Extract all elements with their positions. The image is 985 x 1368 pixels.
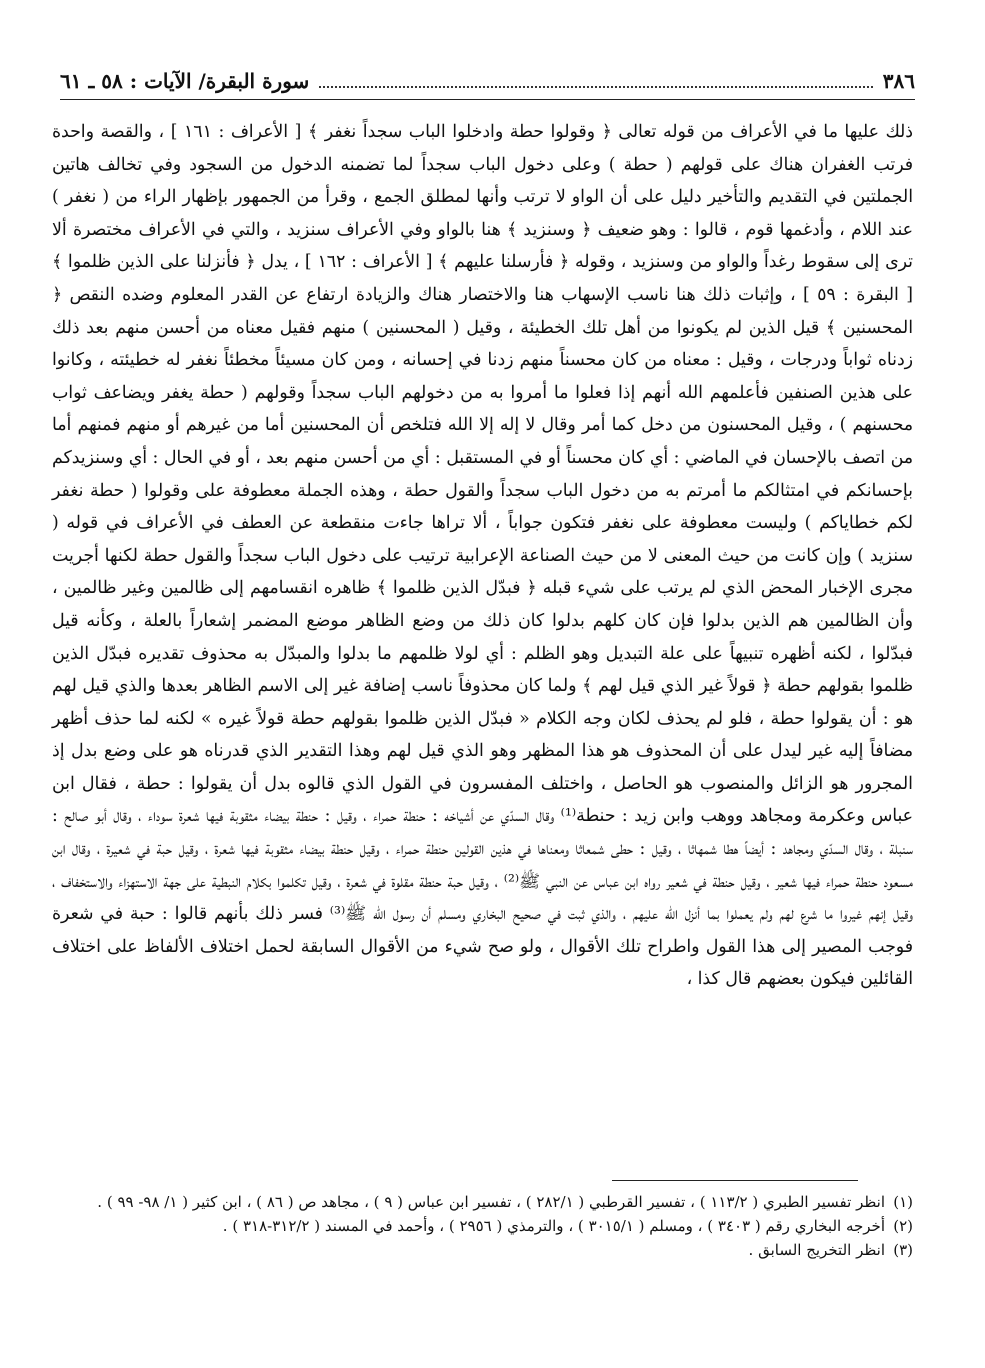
footnote-text: أخرجه البخاري رقم ( ٣٤٠٣ ) ، ومسلم ( ٣٠١٥/١ ) ، والترمذي ( ٢٩٥٦ ) ، وأحمد في المسند ( ٣١٢/٢-٣١٨ ) .: [222, 1217, 885, 1235]
header-dot-leader: [319, 74, 872, 88]
header-rule: [60, 99, 915, 100]
footnote-text: انظر التخريج السابق .: [748, 1241, 885, 1259]
main-text: [52, 116, 913, 996]
page-number: ٣٨٦: [882, 69, 915, 93]
body-paragraph: ذلك عليها ما في الأعراف من قوله تعالى ﴿ وقولوا حطة وادخلوا الباب سجداً نغفر ﴾ [ الأعراف : ١٦١ ] ، والقصة واحدة فرتب الغفران هناك على قولهم ( حطة ) وعلى دخول الباب سجداً لما تضمنه الدخول من السجود وفي تخالف هاتين الجملتين في التقديم والتأخير دليل على أن الواو لا ترتب وأنها لمطلق الجمع ، وقرأ من الجمهور بإظهار الراء من ( نغفر ) عند اللام ، وأدغمها قوم ، قالوا : وهو ضعيف ﴿ وسنزيد ﴾ هنا بالواو وفي الأعراف سنزيد ، والتي في الأعراف مختصرة ألا ترى إلى سقوط رغداً والواو من وسنزيد ، وقوله ﴿ فأرسلنا عليهم ﴾ [ الأعراف : ١٦٢ ] ، يدل ﴿ فأنزلنا على الذين ظلموا ﴾ [ البقرة : ٥٩ ] ، وإثبات ذلك هنا ناسب الإسهاب هنا والاختصار هناك والزيادة ارتفاع عن القدر المعلوم وضده النقص ﴿ المحسنين ﴾ قيل الذين لم يكونوا من أهل تلك الخطيئة ، وقيل ( المحسنين ) منهم فقيل معناه من أحسن منهم بعد ذلك زدناه ثواباً ودرجات ، وقيل : معناه من كان محسناً منهم زدنا في إحسانه ، ومن كان مسيئاً مخطئاً نغفر له خطيئته ، وكانوا على هذين الصنفين فأعلمهم الله أنهم إذا فعلوا ما أمروا به من دخولهم الباب سجداً وقولهم ( حطة يغفر ويضاعف ثواب محسنهم ) ، وقيل المحسنون من دخل كما أمر وقال لا إله إلا الله فتلخص أن المحسنين أما من غيرهم أو منهم فمنهم أما من اتصف بالإحسان في الماضي : أي كان محسناً أو في المستقبل : أي من أحسن منهم بعد ، أو في الحال : أي وسنزيدكم بإحسانكم في امتثالكم ما أمرتم به من دخول الباب سجداً والقول حطة ، وهذه الجملة معطوفة على وقولوا ( حطة نغفر لكم خطاياكم ) وليست معطوفة على نغفر فتكون جواباً ، ألا تراها جاءت منقطعة عن العطف في الأعراف في قوله ( سنزيد ) وإن كانت من حيث المعنى لا من حيث الصناعة الإعرابية ترتيب على دخول الباب سجداً والقول حطة لكنها أجريت مجرى الإخبار المحض الذي لم يرتب على شيء قبله ﴿ فبدّل الذين ظلموا ﴾ ظاهره انقسامهم إلى ظالمين وغير ظالمين ، وأن الظالمين هم الذين بدلوا فإن كان كلهم بدلوا كان ذلك من وضع الظاهر موضع المضمر إشعاراً بالعلة ، وكأنه قيل فبدّلوا ، لكنه أظهره تنبيهاً على علة التبديل وهو الظلم : أي لولا ظلمهم ما بدلوا والمبدّل به محذوف تقديره فبدّل الذين ظلموا بقولهم حطة ﴿ قولاً غير الذي قيل لهم ﴾ ولما كان محذوفاً ناسب إضافة غير إلى الاسم الظاهر بعدها والذي قيل لهم هو : أن يقولوا حطة ، فلو لم يحذف لكان وجه الكلام « فبدّل الذين ظلموا بقولهم حطة قولاً غيره » لكنه لما حذف أظهر مضافاً إليه غير ليدل على أن المحذوف هو هذا المظهر وهو الذي قيل لهم وهذا التقدير الذي قدرناه هو على وضع بدل إذ المجرور هو الزائل والمنصوب هو الحاصل ، واختلف المفسرون في القول الذي قالوه بدل أن يقولوا : حطة ، فقال ابن عباس وعكرمة ومجاهد ووهب وابن زيد : حنطة⁽¹⁾ وقال السدّي عن أشياخه : حنطة حمراء ، وقيل : حنطة بيضاء مثقوبة فيها شعرة سوداء ، وقال أبو صالح : سنبلة ، وقال السدّي ومجاهد : أيضاً هطا شمهاثا ، وقيل : حطى شمعاثا ومعناها في هذين القولين حنطة حمراء ، وقيل حنطة بيضاء مثقوبة فيها شعرة ، وقيل حبة في شعيرة ، وقال ابن مسعود حنطة حمراء فيها شعير ، وقيل حنطة في شعير رواه ابن عباس عن النبي ﷺ⁽²⁾ ، وقيل حبة حنطة مقلوة في شعرة ، وقيل تكلموا بكلام النبطية على جهة الاستهزاء والاستخفاف ، وقيل إنهم غيروا ما شرع لهم ولم يعملوا بما أنزل الله عليهم ، والذي ثبت في صحيح البخاري ومسلم أن رسول الله ﷺ⁽³⁾ فسر ذلك بأنهم قالوا : حبة في شعرة فوجب المصير إلى هذا القول واطراح تلك الأقوال ، ولو صح شيء من الأقوال السابقة لحمل اختلاف الألفاظ على اختلاف القائلين فيكون بعضهم قال كذا ،: [52, 122, 913, 990]
footnote: [55, 1214, 913, 1238]
footnote-separator: [612, 1180, 858, 1181]
running-title: سورة البقرة/ الآيات : ٥٨ ـ ٦١: [60, 69, 310, 93]
footnote-number: (٣): [893, 1241, 913, 1259]
footnote-number: (٢): [893, 1217, 913, 1235]
footnote-text: انظر تفسير الطبري ( ١١٣/٢ ) ، تفسير القرطبي ( ٢٨٢/١ ) ، تفسير ابن عباس ( ٩ ) ، مجاهد ص ( ٨٦ ) ، ابن كثير ( ١/ ٩٨- ٩٩ ) .: [97, 1193, 885, 1211]
page-header: [60, 66, 915, 96]
footnote: [55, 1190, 913, 1214]
footnotes: [55, 1190, 913, 1262]
footnote-number: (١): [893, 1193, 913, 1211]
footnote: [55, 1238, 913, 1262]
